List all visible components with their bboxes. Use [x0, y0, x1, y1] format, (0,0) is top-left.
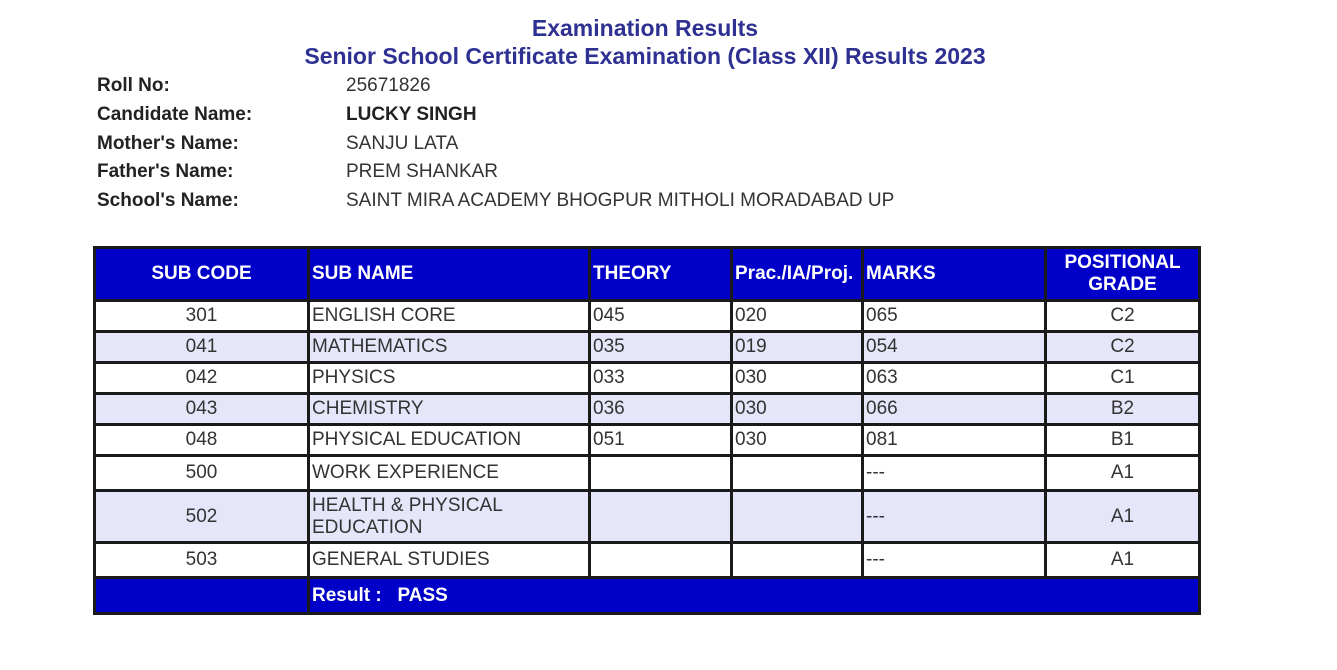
cell-grade: A1 [1046, 543, 1200, 578]
result-status: Result : PASS [309, 578, 1200, 614]
cell-prac: 030 [732, 363, 863, 394]
cell-sub-code: 500 [95, 456, 309, 491]
roll-value: 25671826 [346, 75, 431, 96]
cell-sub-name: PHYSICS [309, 363, 590, 394]
cell-prac [732, 491, 863, 543]
cell-grade: A1 [1046, 456, 1200, 491]
cell-prac: 030 [732, 394, 863, 425]
cell-sub-code: 042 [95, 363, 309, 394]
mother-name-label: Mother's Name: [97, 132, 239, 154]
candidate-info [97, 72, 894, 216]
table-row [95, 363, 1200, 394]
cell-prac: 020 [732, 301, 863, 332]
header-sub-code: SUB CODE [95, 248, 309, 301]
cell-marks: 054 [863, 332, 1046, 363]
table-row [95, 332, 1200, 363]
header-positional-grade: POSITIONAL GRADE [1046, 248, 1200, 301]
cell-theory: 033 [590, 363, 732, 394]
result-empty-cell [95, 578, 309, 614]
cell-theory [590, 543, 732, 578]
cell-marks: 063 [863, 363, 1046, 394]
school-name-value: SAINT MIRA ACADEMY BHOGPUR MITHOLI MORADABAD UP [346, 190, 895, 211]
header-prac: Prac./IA/Proj. [732, 248, 863, 301]
cell-theory: 045 [590, 301, 732, 332]
page-title: Examination Results [531, 15, 759, 41]
cell-sub-name: HEALTH & PHYSICAL EDUCATION [309, 491, 590, 543]
cell-grade: C2 [1046, 301, 1200, 332]
header-sub-name: SUB NAME [309, 248, 590, 301]
school-name-row [97, 187, 894, 216]
table-header-row [95, 248, 1200, 301]
father-name-value: PREM SHANKAR [346, 161, 499, 183]
page-subtitle: Senior School Certificate Examination (Class XII) Results 2023 [304, 43, 986, 69]
cell-prac: 030 [732, 425, 863, 456]
table-row [95, 301, 1200, 332]
cell-theory: 035 [590, 332, 732, 363]
mother-name-value: SANJU LATA [346, 132, 459, 154]
cell-sub-name: ENGLISH CORE [309, 301, 590, 332]
mother-name-row [97, 130, 894, 159]
cell-sub-code: 048 [95, 425, 309, 456]
cell-sub-code: 301 [95, 301, 309, 332]
cell-prac [732, 456, 863, 491]
candidate-name-value: LUCKY SINGH [346, 103, 477, 125]
cell-theory [590, 491, 732, 543]
cell-sub-code: 043 [95, 394, 309, 425]
cell-marks: --- [863, 456, 1046, 491]
cell-prac [732, 543, 863, 578]
roll-row [97, 72, 894, 101]
table-row [95, 425, 1200, 456]
cell-sub-name: MATHEMATICS [309, 332, 590, 363]
results-table [93, 246, 1201, 615]
roll-label: Roll No: [97, 75, 170, 96]
page-header [0, 14, 1290, 70]
cell-prac: 019 [732, 332, 863, 363]
father-name-row [97, 158, 894, 187]
cell-marks: 081 [863, 425, 1046, 456]
cell-theory: 036 [590, 394, 732, 425]
cell-marks: --- [863, 543, 1046, 578]
table-row [95, 491, 1200, 543]
candidate-name-row [97, 101, 894, 130]
cell-theory: 051 [590, 425, 732, 456]
table-row [95, 456, 1200, 491]
table-row [95, 394, 1200, 425]
cell-grade: B1 [1046, 425, 1200, 456]
candidate-name-label: Candidate Name: [97, 103, 253, 125]
school-name-label: School's Name: [97, 190, 239, 211]
father-name-label: Father's Name: [97, 161, 234, 183]
header-marks: MARKS [863, 248, 1046, 301]
cell-marks: 066 [863, 394, 1046, 425]
cell-sub-name: PHYSICAL EDUCATION [309, 425, 590, 456]
header-theory: THEORY [590, 248, 732, 301]
cell-sub-code: 041 [95, 332, 309, 363]
cell-grade: C1 [1046, 363, 1200, 394]
cell-sub-name: CHEMISTRY [309, 394, 590, 425]
result-row [95, 578, 1200, 614]
cell-marks: --- [863, 491, 1046, 543]
cell-grade: C2 [1046, 332, 1200, 363]
cell-sub-name: GENERAL STUDIES [309, 543, 590, 578]
cell-sub-code: 502 [95, 491, 309, 543]
cell-marks: 065 [863, 301, 1046, 332]
table-row [95, 543, 1200, 578]
cell-sub-code: 503 [95, 543, 309, 578]
cell-sub-name: WORK EXPERIENCE [309, 456, 590, 491]
cell-theory [590, 456, 732, 491]
cell-grade: B2 [1046, 394, 1200, 425]
cell-grade: A1 [1046, 491, 1200, 543]
